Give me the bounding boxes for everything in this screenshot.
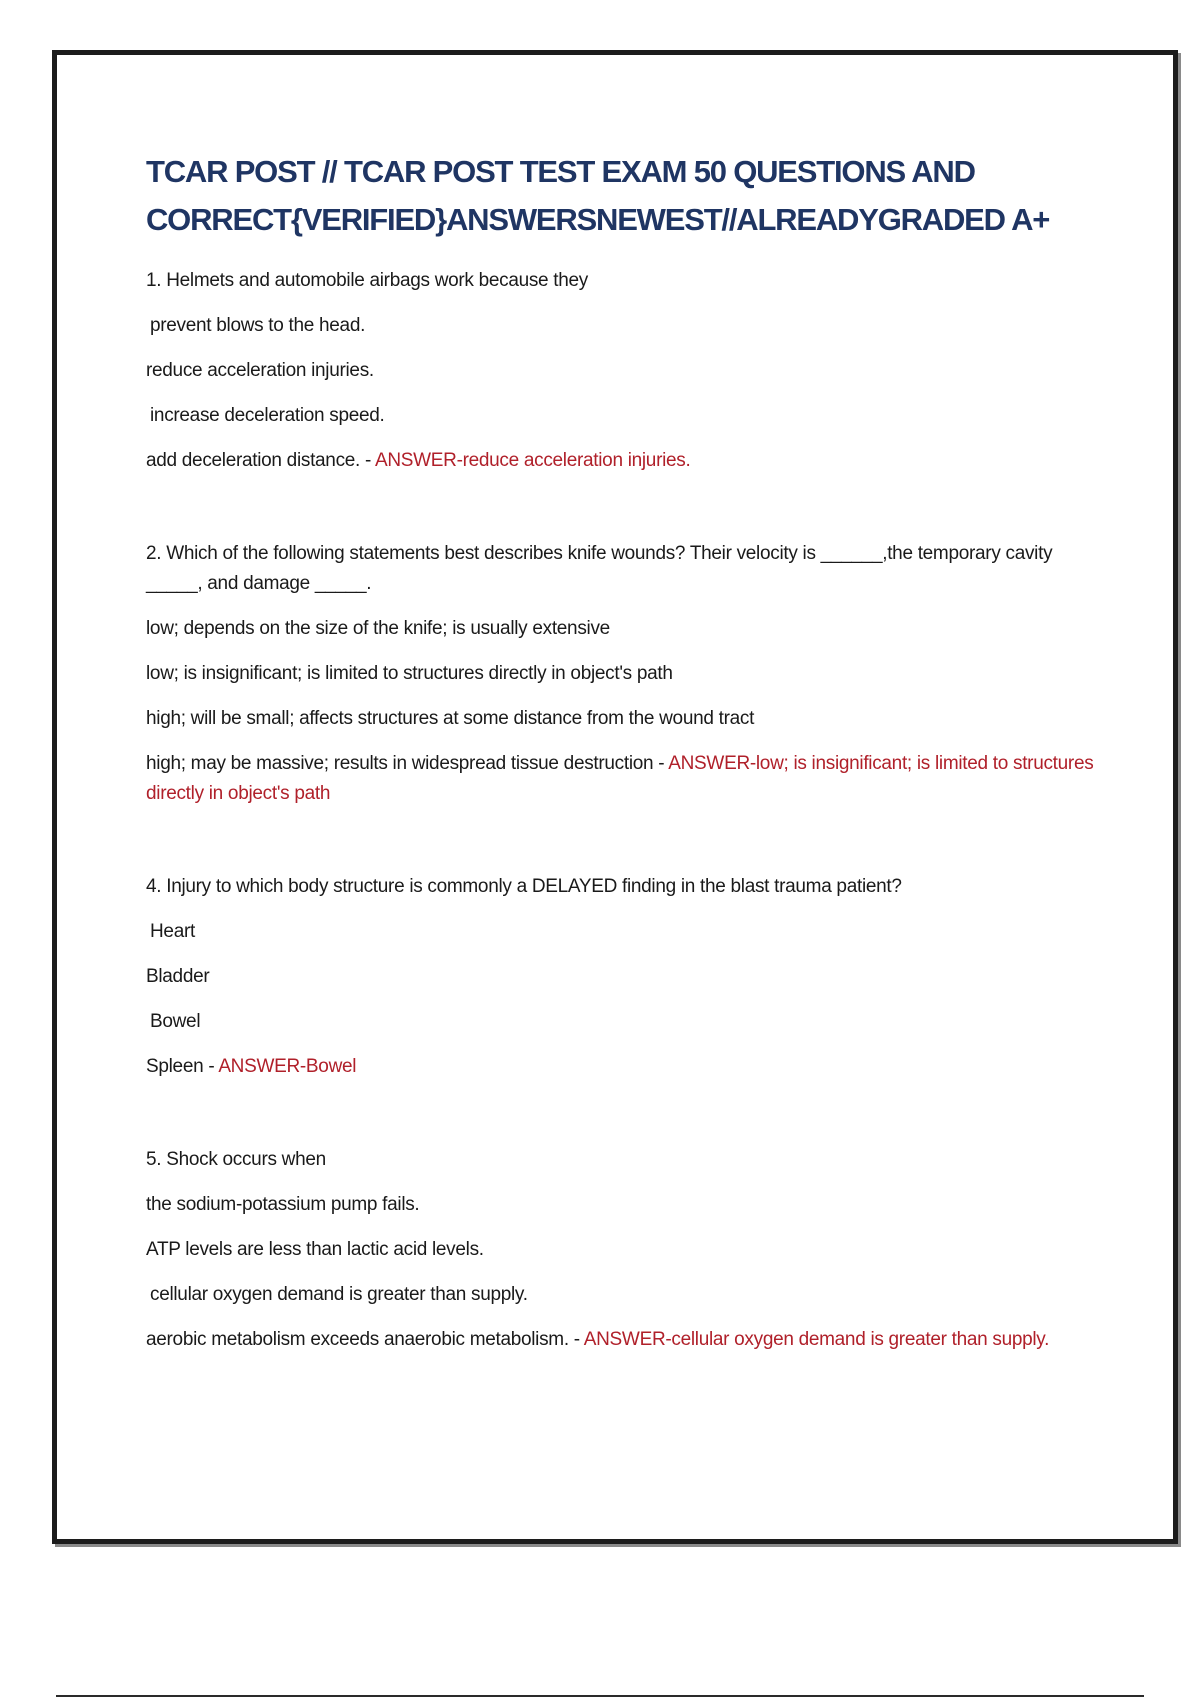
answer-text: ANSWER-cellular oxygen demand is greater than supply. [583, 1329, 1050, 1350]
footer-rule [56, 1695, 1144, 1697]
answer-text: ANSWER-Bowel [218, 1056, 357, 1077]
option: low; is insignificant; is limited to structures directly in object's path [146, 663, 673, 684]
document-title [146, 148, 1106, 244]
last-option-with-answer [146, 749, 1106, 809]
option: high; will be small; affects structures at some distance from the wound tract [146, 708, 755, 729]
option: add deceleration distance. [146, 450, 361, 471]
question-2 [146, 539, 1106, 809]
option: Spleen [146, 1056, 204, 1077]
option: increase deceleration speed. [150, 405, 385, 426]
document-body [146, 148, 1106, 1370]
option: Bladder [146, 966, 210, 987]
option: prevent blows to the head. [150, 315, 366, 336]
option: low; depends on the size of the knife; is usually extensive [146, 618, 610, 639]
answer-separator: - [360, 450, 375, 471]
question-5 [146, 1145, 1106, 1355]
question-text: 1. Helmets and automobile airbags work because they [146, 270, 589, 291]
option: cellular oxygen demand is greater than supply. [150, 1284, 528, 1305]
answer-text: ANSWER-reduce acceleration injuries. [374, 450, 691, 471]
question-text: 4. Injury to which body structure is commonly a DELAYED finding in the blast trauma patient? [146, 876, 902, 897]
option: the sodium-potassium pump fails. [146, 1194, 420, 1215]
question-4 [146, 872, 1106, 1082]
option: reduce acceleration injuries. [146, 360, 374, 381]
answer-text: ANSWER-low; is insignificant; is limited to structures directly in object's path [146, 753, 1094, 804]
question-text: 5. Shock occurs when [146, 1149, 326, 1170]
question-text: 2. Which of the following statements best describes knife wounds? Their velocity is ______,the temporary cavity _____, and damage _____. [146, 543, 1053, 594]
last-option-with-answer [146, 1052, 1106, 1082]
last-option-with-answer [146, 1325, 1106, 1355]
option: aerobic metabolism exceeds anaerobic metabolism. [146, 1329, 569, 1350]
last-option-with-answer [146, 446, 1106, 476]
question-1 [146, 266, 1106, 476]
answer-separator: - [653, 753, 669, 774]
title-line-2: CORRECT{VERIFIED}ANSWERSNEWEST//ALREADYGRADED A+ [146, 202, 1050, 237]
spacer [146, 491, 1106, 539]
option: ATP levels are less than lactic acid levels. [146, 1239, 484, 1260]
option: Bowel [150, 1011, 201, 1032]
spacer [146, 1097, 1106, 1145]
option: Heart [150, 921, 195, 942]
option: high; may be massive; results in widespread tissue destruction [146, 753, 654, 774]
title-line-1: TCAR POST // TCAR POST TEST EXAM 50 QUESTIONS AND [146, 154, 975, 189]
answer-separator: - [568, 1329, 584, 1350]
answer-separator: - [203, 1056, 219, 1077]
spacer [146, 824, 1106, 872]
